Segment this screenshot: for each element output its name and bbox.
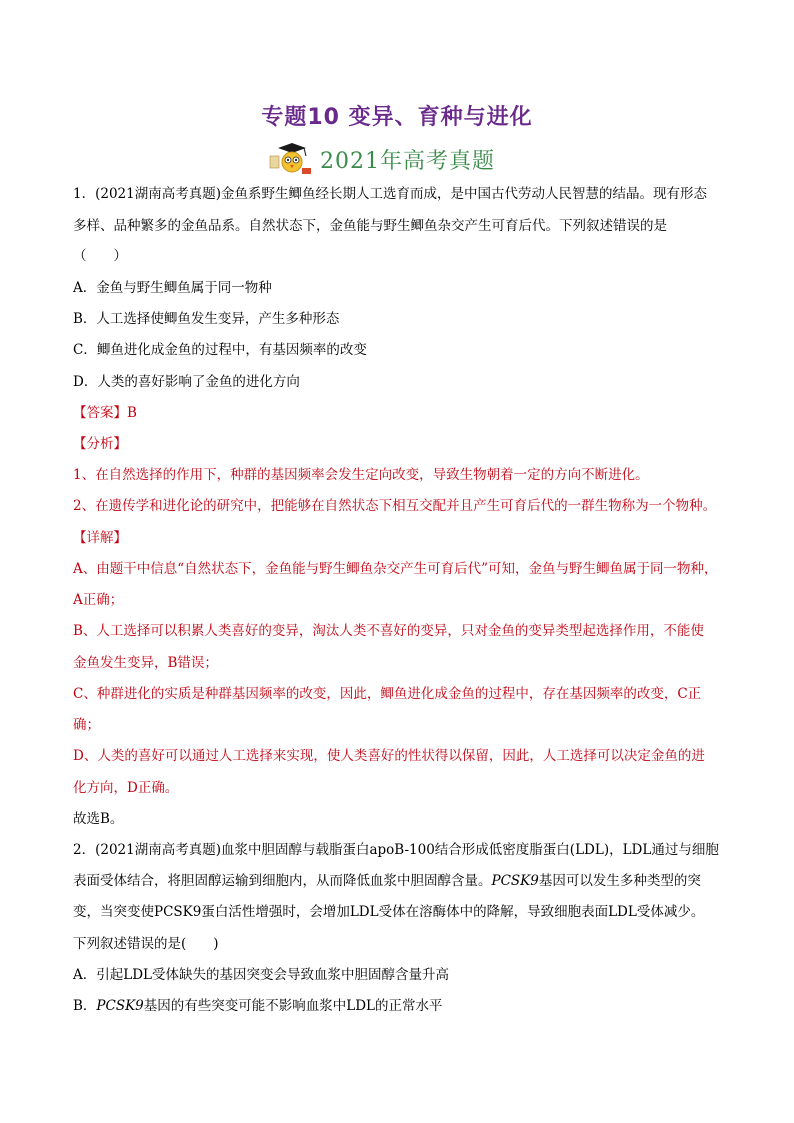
gene-name: PCSK9 [491,873,539,889]
q1-detail-label: 【详解】 [73,530,127,546]
q2-stem-line-2-part-b: 基因可以发生多种类型的突 [538,873,701,889]
q1-stem-line-3: （ ） [73,248,127,264]
q2-stem-line-3: 变，当突变使PCSK9蛋白活性增强时，会增加LDL受体在溶酶体中的降解，导致细胞表面LDL受体减少。 [73,904,705,920]
q2-stem-line-2 [73,871,723,891]
q1-detail-line-8: 化方向，D正确。 [73,780,179,796]
q1-detail-line-6: 确； [73,717,100,733]
answer-value: B [127,405,137,421]
q2-stem-line-1: 2．(2021湖南高考真题)血浆中胆固醇与载脂蛋白apoB-100结合形成低密度脂蛋白(LDL)，LDL通过与细胞 [73,842,719,858]
q1-analysis-line-2: 2、在遗传学和进化论的研究中，把能够在自然状态下相互交配并且产生可育后代的一群生物称为一个物种。 [73,498,717,514]
q1-option-d: D．人类的喜好影响了金鱼的进化方向 [73,374,300,390]
q1-stem-line-1: 1．(2021湖南高考真题)金鱼系野生鲫鱼经长期人工选育而成，是中国古代劳动人民智慧的结晶。现有形态 [73,186,707,202]
q2-option-b-text: 基因的有些突变可能不影响血浆中LDL的正常水平 [143,998,443,1014]
q1-answer [73,403,723,423]
q1-detail-line-2: A正确； [73,592,124,608]
q2-option-b [73,996,723,1016]
q1-stem-line-2: 多样、品种繁多的金鱼品系。自然状态下，金鱼能与野生鲫鱼杂交产生可育后代。下列叙述错误的是 [73,218,667,234]
q1-option-b: B．人工选择使鲫鱼发生变异，产生多种形态 [73,311,340,327]
section-banner [268,142,495,176]
q1-detail-line-7: D、人类的喜好可以通过人工选择来实现，使人类喜好的性状得以保留，因此，人工选择可以决定金鱼的进 [73,748,705,764]
q1-option-c: C．鲫鱼进化成金鱼的过程中，有基因频率的改变 [73,342,367,358]
section-subtitle: 2021年高考真题 [320,148,495,174]
q1-detail-line-5: C、种群进化的实质是种群基因频率的改变，因此，鲫鱼进化成金鱼的过程中，存在基因频率的改变，C正 [73,686,702,702]
q2-stem-line-4: 下列叙述错误的是( ) [73,936,219,952]
q1-detail-line-4: 金鱼发生变异，B错误； [73,655,218,671]
answer-label: 【答案】 [73,405,127,421]
q2-option-a: A．引起LDL受体缺失的基因突变会导致血浆中胆固醇含量升高 [73,967,450,983]
q1-analysis-label: 【分析】 [73,436,127,452]
page-title: 专题10 变异、育种与进化 [261,105,533,130]
q1-option-a: A．金鱼与野生鲫鱼属于同一物种 [73,280,272,296]
q1-analysis-line-1: 1、在自然选择的作用下，种群的基因频率会发生定向改变，导致生物朝着一定的方向不断进化。 [73,467,649,483]
q1-detail-line-3: B、人工选择可以积累人类喜好的变异，淘汰人类不喜好的变异，只对金鱼的变异类型起选择作用，不能使 [73,623,704,639]
q2-stem-line-2-part-a: 表面受体结合，将胆固醇运输到细胞内，从而降低血浆中胆固醇含量。 [73,873,492,889]
q1-detail-line-1: A、由题干中信息“自然状态下，金鱼能与野生鲫鱼杂交产生可育后代”可知，金鱼与野生鲫鱼属于同一物种， [73,561,718,577]
q1-conclusion: 故选B。 [73,811,124,827]
q2-option-b-prefix: B． [73,998,97,1014]
graduation-cap-owl-icon [268,142,314,176]
gene-name: PCSK9 [96,998,144,1014]
